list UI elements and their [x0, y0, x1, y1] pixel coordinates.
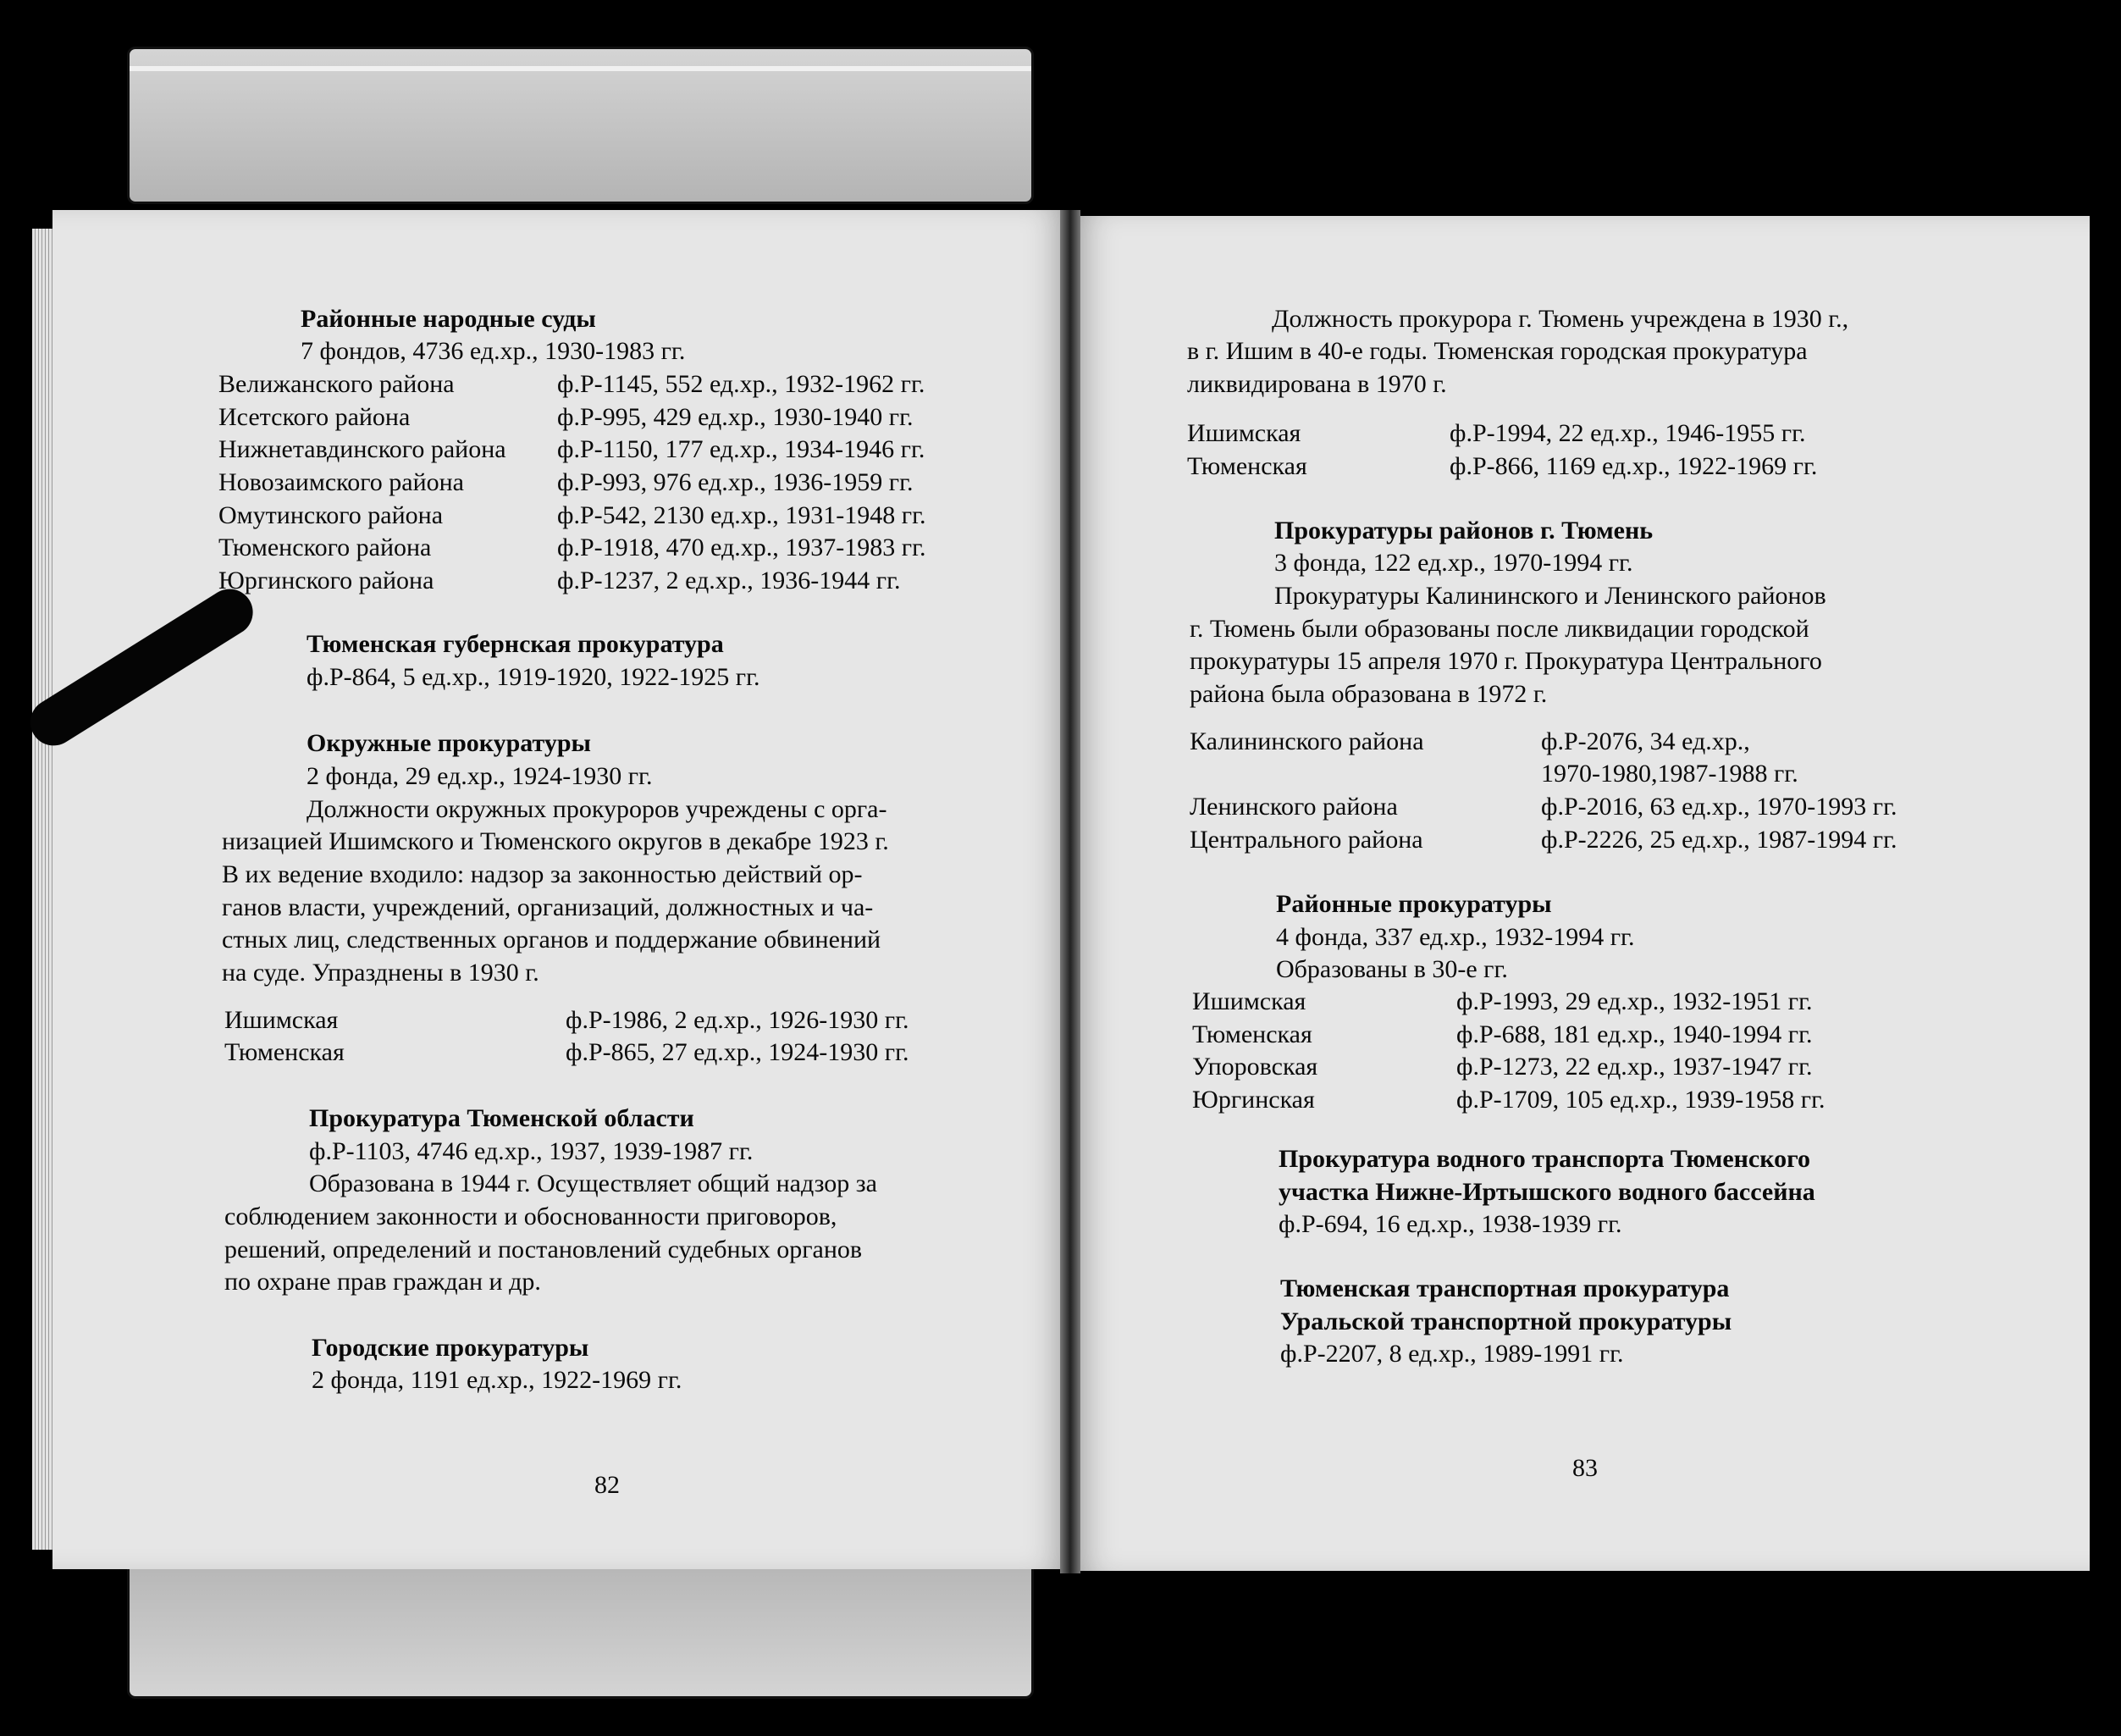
section-title: Районные прокуратуры — [1276, 890, 1552, 918]
row-value: ф.Р-995, 429 ед.хр., 1930-1940 гг. — [557, 403, 914, 431]
section-title: Тюменская губернская прокуратура — [307, 630, 724, 658]
paragraph-line: Должности окружных прокуроров учреждены с орга- — [307, 795, 887, 823]
row-name: Тюменская — [1192, 1020, 1312, 1048]
book-spine-bottom — [127, 1550, 1034, 1699]
paragraph-line: г. Тюмень были образованы после ликвидации городской — [1190, 615, 1809, 643]
paragraph-line: ганов власти, учреждений, организаций, должностных и ча- — [222, 893, 874, 921]
paragraph-line: В их ведение входило: надзор за законностью действий ор- — [222, 860, 863, 888]
row-name: Калининского района — [1190, 727, 1424, 755]
section-summary: 4 фонда, 337 ед.хр., 1932-1994 гг. — [1276, 923, 1635, 951]
row-value: ф.Р-1709, 105 ед.хр., 1939-1958 гг. — [1456, 1086, 1825, 1114]
section-title: участка Нижне-Иртышского водного бассейна — [1279, 1178, 1815, 1206]
row-name: Центрального района — [1190, 826, 1423, 854]
row-name: Ишимская — [1187, 419, 1301, 447]
section-title: Прокуратуры районов г. Тюмень — [1274, 517, 1654, 545]
paragraph-line: ликвидирована в 1970 г. — [1187, 370, 1447, 398]
row-value: ф.Р-1993, 29 ед.хр., 1932-1951 гг. — [1456, 987, 1813, 1015]
row-value: ф.Р-1918, 470 ед.хр., 1937-1983 гг. — [557, 534, 926, 561]
row-value: ф.Р-1986, 2 ед.хр., 1926-1930 гг. — [566, 1006, 909, 1034]
paragraph-line: прокуратуры 15 апреля 1970 г. Прокуратура Центрального — [1190, 647, 1822, 675]
paragraph-line: решений, определений и постановлений судебных органов — [224, 1236, 863, 1263]
row-name: Новозаимского района — [218, 468, 464, 496]
paragraph-line: по охране прав граждан и др. — [224, 1268, 541, 1296]
row-name: Тюменского района — [218, 534, 432, 561]
section-title: Окружные прокуратуры — [307, 729, 591, 757]
row-value: ф.Р-542, 2130 ед.хр., 1931-1948 гг. — [557, 501, 926, 529]
section-title: Уральской транспортной прокуратуры — [1280, 1308, 1732, 1335]
row-value: ф.Р-2226, 25 ед.хр., 1987-1994 гг. — [1541, 826, 1897, 854]
section-note: Образованы в 30-е гг. — [1276, 955, 1508, 983]
row-value: ф.Р-866, 1169 ед.хр., 1922-1969 гг. — [1450, 452, 1818, 480]
section-title: Тюменская транспортная прокуратура — [1280, 1274, 1730, 1302]
paragraph-line: Образована в 1944 г. Осуществляет общий надзор за — [309, 1169, 877, 1197]
row-value: 1970-1980,1987-1988 гг. — [1541, 760, 1798, 788]
section-summary: 3 фонда, 122 ед.хр., 1970-1994 гг. — [1274, 549, 1633, 577]
row-name: Юргинского района — [218, 567, 434, 594]
page-number: 83 — [1572, 1454, 1598, 1482]
section-title: Районные народные суды — [301, 305, 596, 333]
row-name: Упоровская — [1192, 1053, 1318, 1081]
section-summary: ф.Р-694, 16 ед.хр., 1938-1939 гг. — [1279, 1210, 1622, 1238]
paragraph-line: стных лиц, следственных органов и поддержание обвинений — [222, 926, 881, 954]
paragraph-line: в г. Ишим в 40-е годы. Тюменская городская прокуратура — [1187, 337, 1808, 365]
row-name: Исетского района — [218, 403, 411, 431]
section-summary: ф.Р-1103, 4746 ед.хр., 1937, 1939-1987 гг. — [309, 1137, 754, 1165]
row-value: ф.Р-688, 181 ед.хр., 1940-1994 гг. — [1456, 1020, 1813, 1048]
row-name: Ишимская — [1192, 987, 1306, 1015]
paragraph-line: на суде. Упразднены в 1930 г. — [222, 959, 539, 987]
row-name: Велижанского района — [218, 370, 455, 398]
paragraph-line: соблюдением законности и обоснованности приговоров, — [224, 1202, 837, 1230]
section-summary: ф.Р-2207, 8 ед.хр., 1989-1991 гг. — [1280, 1340, 1624, 1368]
row-value: ф.Р-1273, 22 ед.хр., 1937-1947 гг. — [1456, 1053, 1813, 1081]
book-gutter — [1060, 210, 1080, 1573]
row-value: ф.Р-993, 976 ед.хр., 1936-1959 гг. — [557, 468, 914, 496]
section-title: Городские прокуратуры — [312, 1334, 589, 1362]
row-name: Тюменская — [224, 1038, 345, 1066]
book-spine-top — [127, 47, 1034, 204]
section-summary: 2 фонда, 29 ед.хр., 1924-1930 гг. — [307, 762, 653, 790]
row-name: Юргинская — [1192, 1086, 1315, 1114]
section-summary: ф.Р-864, 5 ед.хр., 1919-1920, 1922-1925 гг. — [307, 663, 760, 691]
row-value: ф.Р-1994, 22 ед.хр., 1946-1955 гг. — [1450, 419, 1806, 447]
page-number: 82 — [594, 1471, 620, 1499]
paragraph-line: района была образована в 1972 г. — [1190, 680, 1548, 708]
row-name: Тюменская — [1187, 452, 1307, 480]
row-value: ф.Р-2016, 63 ед.хр., 1970-1993 гг. — [1541, 793, 1897, 821]
row-value: ф.Р-1237, 2 ед.хр., 1936-1944 гг. — [557, 567, 901, 594]
row-name: Ишимская — [224, 1006, 339, 1034]
row-name: Нижнетавдинского района — [218, 435, 506, 463]
section-summary: 2 фонда, 1191 ед.хр., 1922-1969 гг. — [312, 1366, 682, 1394]
row-name: Ленинского района — [1190, 793, 1398, 821]
paragraph-line: низацией Ишимского и Тюменского округов в декабре 1923 г. — [222, 827, 889, 855]
section-title: Прокуратура Тюменской области — [309, 1104, 694, 1132]
paragraph-line: Прокуратуры Калининского и Ленинского районов — [1274, 582, 1826, 610]
row-value: ф.Р-2076, 34 ед.хр., — [1541, 727, 1750, 755]
paragraph-line: Должность прокурора г. Тюмень учреждена в 1930 г., — [1272, 305, 1849, 333]
section-summary: 7 фондов, 4736 ед.хр., 1930-1983 гг. — [301, 337, 686, 365]
row-value: ф.Р-1145, 552 ед.хр., 1932-1962 гг. — [557, 370, 925, 398]
row-value: ф.Р-865, 27 ед.хр., 1924-1930 гг. — [566, 1038, 909, 1066]
row-name: Омутинского района — [218, 501, 444, 529]
row-value: ф.Р-1150, 177 ед.хр., 1934-1946 гг. — [557, 435, 925, 463]
section-title: Прокуратура водного транспорта Тюменского — [1279, 1145, 1811, 1173]
